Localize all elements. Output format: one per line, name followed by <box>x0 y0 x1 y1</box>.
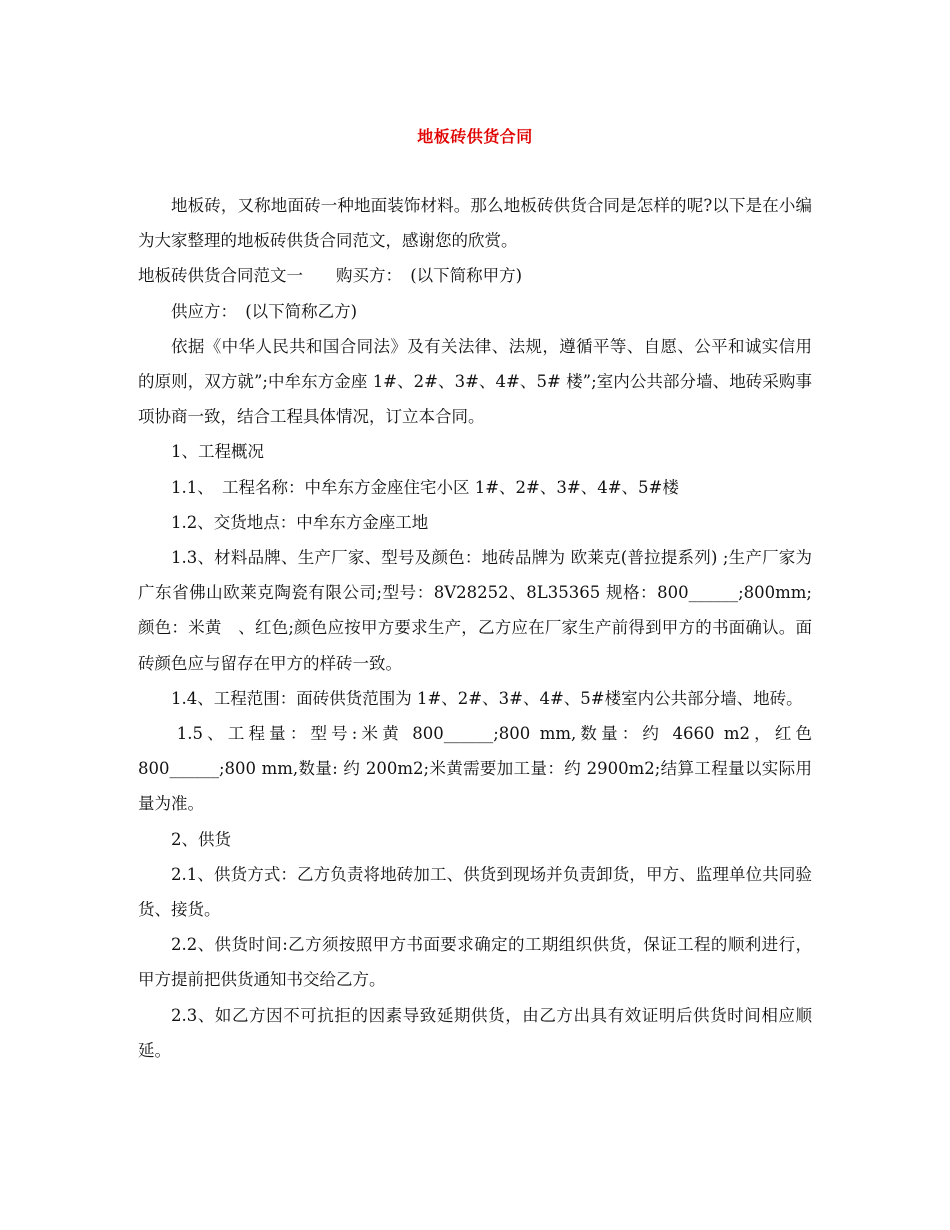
clause-1-4: 1.4、工程范围：面砖供货范围为 1#、2#、3#、4#、5#楼室内公共部分墙、地砖。 <box>171 688 803 708</box>
supplier-line: 供应方： (以下简称乙方) <box>171 301 358 321</box>
document-body <box>138 188 812 1068</box>
clause-2-3: 2.3、如乙方因不可抗拒的因素导致延期供货，由乙方出具有效证明后供货时间相应顺延。 <box>138 1005 812 1060</box>
section-1-heading: 1、工程概况 <box>171 442 264 462</box>
clause-1-2: 1.2、交货地点：中牟东方金座工地 <box>171 512 429 532</box>
clause-1-3: 1.3、材料品牌、生产厂家、型号及颜色：地砖品牌为 欧莱克(普拉提系列) ;生产厂家为广东省佛山欧莱克陶瓷有限公司;型号：8V28252、8L35365 规格：800______;800mm;颜色：米黄 、红色;颜色应按甲方要求生产，乙方应在厂家生产前得到甲方的书面确认。面砖颜色应与留存在甲方的样砖一致。 <box>138 548 812 673</box>
document-title: 地板砖供货合同 <box>417 127 533 146</box>
clause-1-1: 1.1、 工程名称：中牟东方金座住宅小区 1#、2#、3#、4#、5#楼 <box>171 477 679 497</box>
sample-heading-buyer: 地板砖供货合同范文一 购买方： (以下简称甲方) <box>138 266 523 286</box>
section-2-heading: 2、供货 <box>171 829 231 849</box>
basis-paragraph: 依据《中华人民共和国合同法》及有关法律、法规，遵循平等、自愿、公平和诚实信用的原则，双方就”;中牟东方金座 1#、2#、3#、4#、5# 楼”;室内公共部分墙、地砖采购事项协商一致，结合工程具体情况，订立本合同。 <box>138 336 812 427</box>
clause-1-5: 1.5、工程量：型号:米黄 800______;800 mm,数量：约 4660 m2，红色 800______;800 mm,数量: 约 200m2;米黄需要加工量：约 2900m2;结算工程量以实际用量为准。 <box>138 724 812 814</box>
clause-2-2: 2.2、供货时间:乙方须按照甲方书面要求确定的工期组织供货，保证工程的顺利进行，甲方提前把供货通知书交给乙方。 <box>138 935 812 990</box>
intro-paragraph: 地板砖，又称地面砖一种地面装饰材料。那么地板砖供货合同是怎样的呢?以下是在小编为大家整理的地板砖供货合同范文，感谢您的欣赏。 <box>138 196 812 251</box>
clause-2-1: 2.1、供货方式：乙方负责将地砖加工、供货到现场并负责卸货，甲方、监理单位共同验货、接货。 <box>138 864 812 920</box>
